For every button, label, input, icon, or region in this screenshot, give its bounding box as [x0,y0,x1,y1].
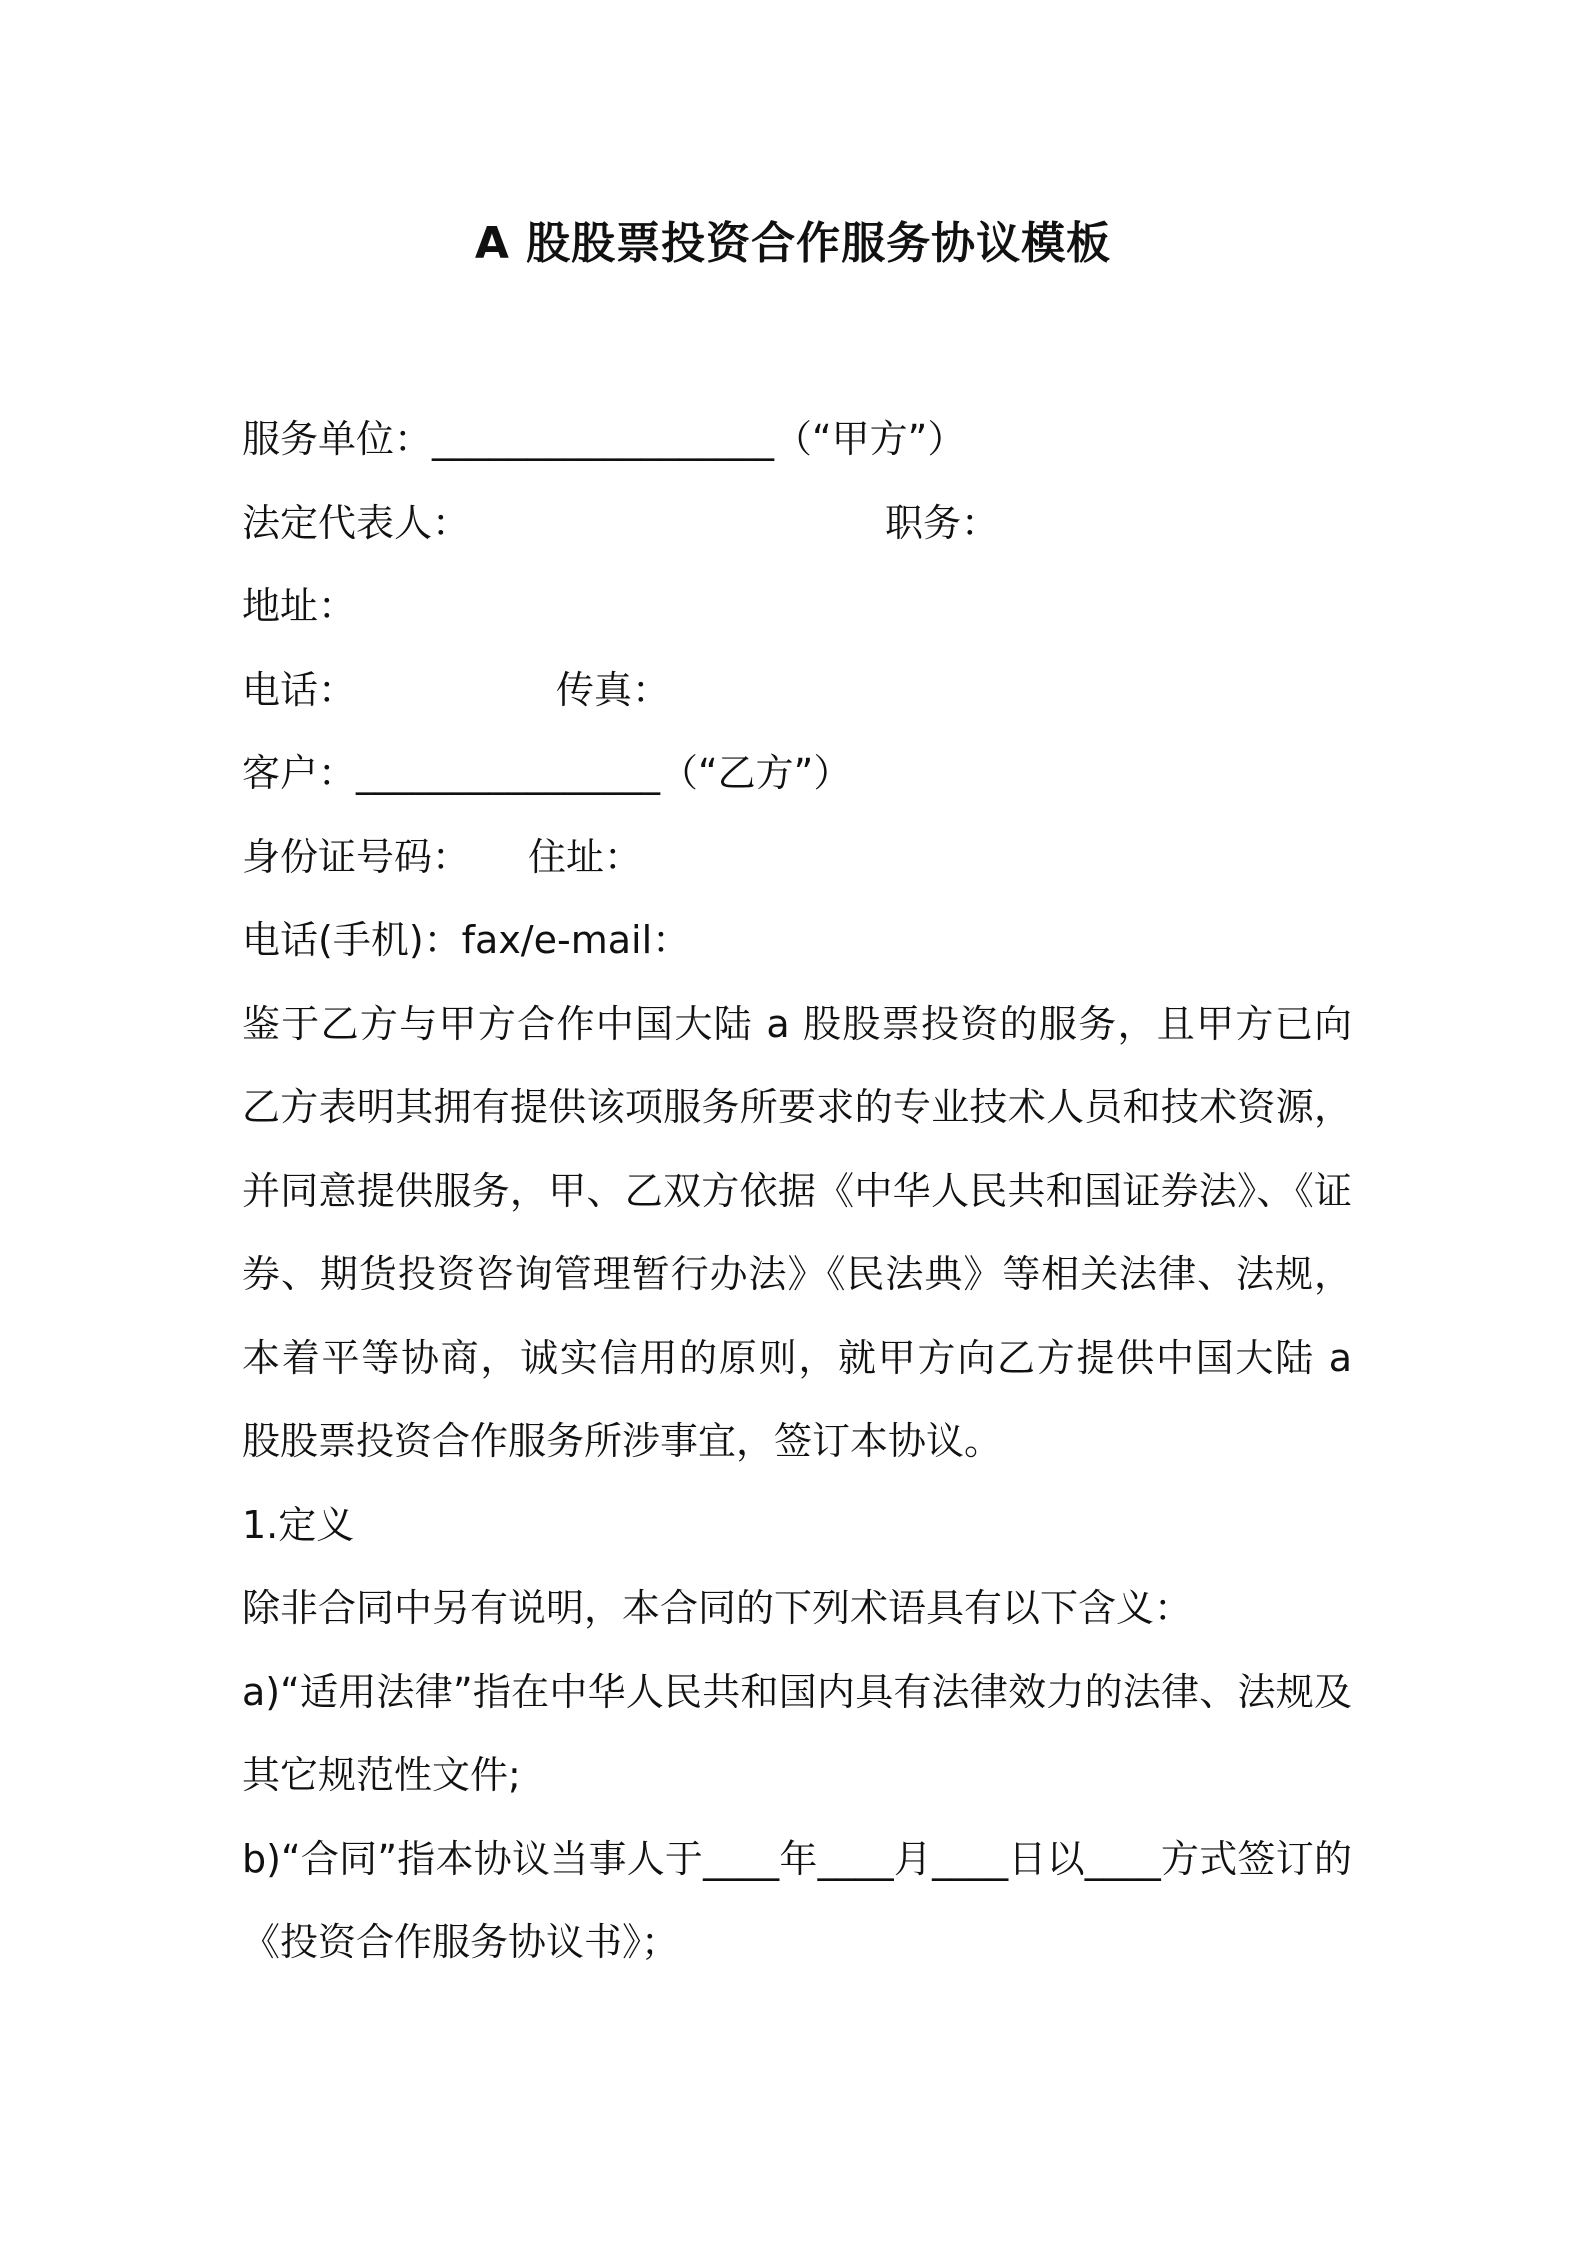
party-b-contact-row [242,899,1352,983]
party-b-id-row [242,816,1352,900]
section-1-heading: 1.定义 [242,1502,355,1547]
mobile-label: 电话(手机)： [242,918,462,962]
preamble-paragraph: 鉴于乙方与甲方合作中国大陆 a 股股票投资的服务，且甲方已向乙方表明其拥有提供该项服务所要求的专业技术人员和技术资源，并同意提供服务，甲、乙双方依据《中华人民共和国证券法》、《证券、期货投资咨询管理暂行办法》《民法典》等相关法律、法规，本着平等协商，诚实信用的原则，就甲方向乙方提供中国大陆 a 股股票投资合作服务所涉事宜，签订本协议。 [242,1001,1352,1463]
position-label: 职务： [885,500,1000,545]
party-a-legal-rep-row [242,482,1352,566]
email-label: fax/e-mail： [461,918,691,962]
id-number-label: 身份证号码： [242,834,471,879]
fax-label: 传真： [556,667,671,712]
party-b-client: 客户：________________（“乙方”） [242,751,852,795]
legal-rep-label: 法定代表人： [242,500,471,545]
party-a-service-unit: 服务单位：__________________（“甲方”） [242,417,966,461]
phone-label: 电话： [242,667,357,712]
residence-label: 住址： [528,834,643,879]
party-a-contact-row [242,649,1352,733]
document-body [242,398,1352,1985]
party-a-address: 地址： [242,584,357,628]
section-1-intro: 除非合同中另有说明，本合同的下列术语具有以下含义： [242,1586,1193,1630]
document-title: A 股股票投资合作服务协议模板 [474,218,1112,269]
definition-item-a: a)“适用法律”指在中华人民共和国内具有法律效力的法律、法规及其它规范性文件; [242,1669,1352,1797]
definition-item-b: b)“合同”指本协议当事人于____年____月____日以____方式签订的《投资合作服务协议书》； [242,1836,1352,1964]
